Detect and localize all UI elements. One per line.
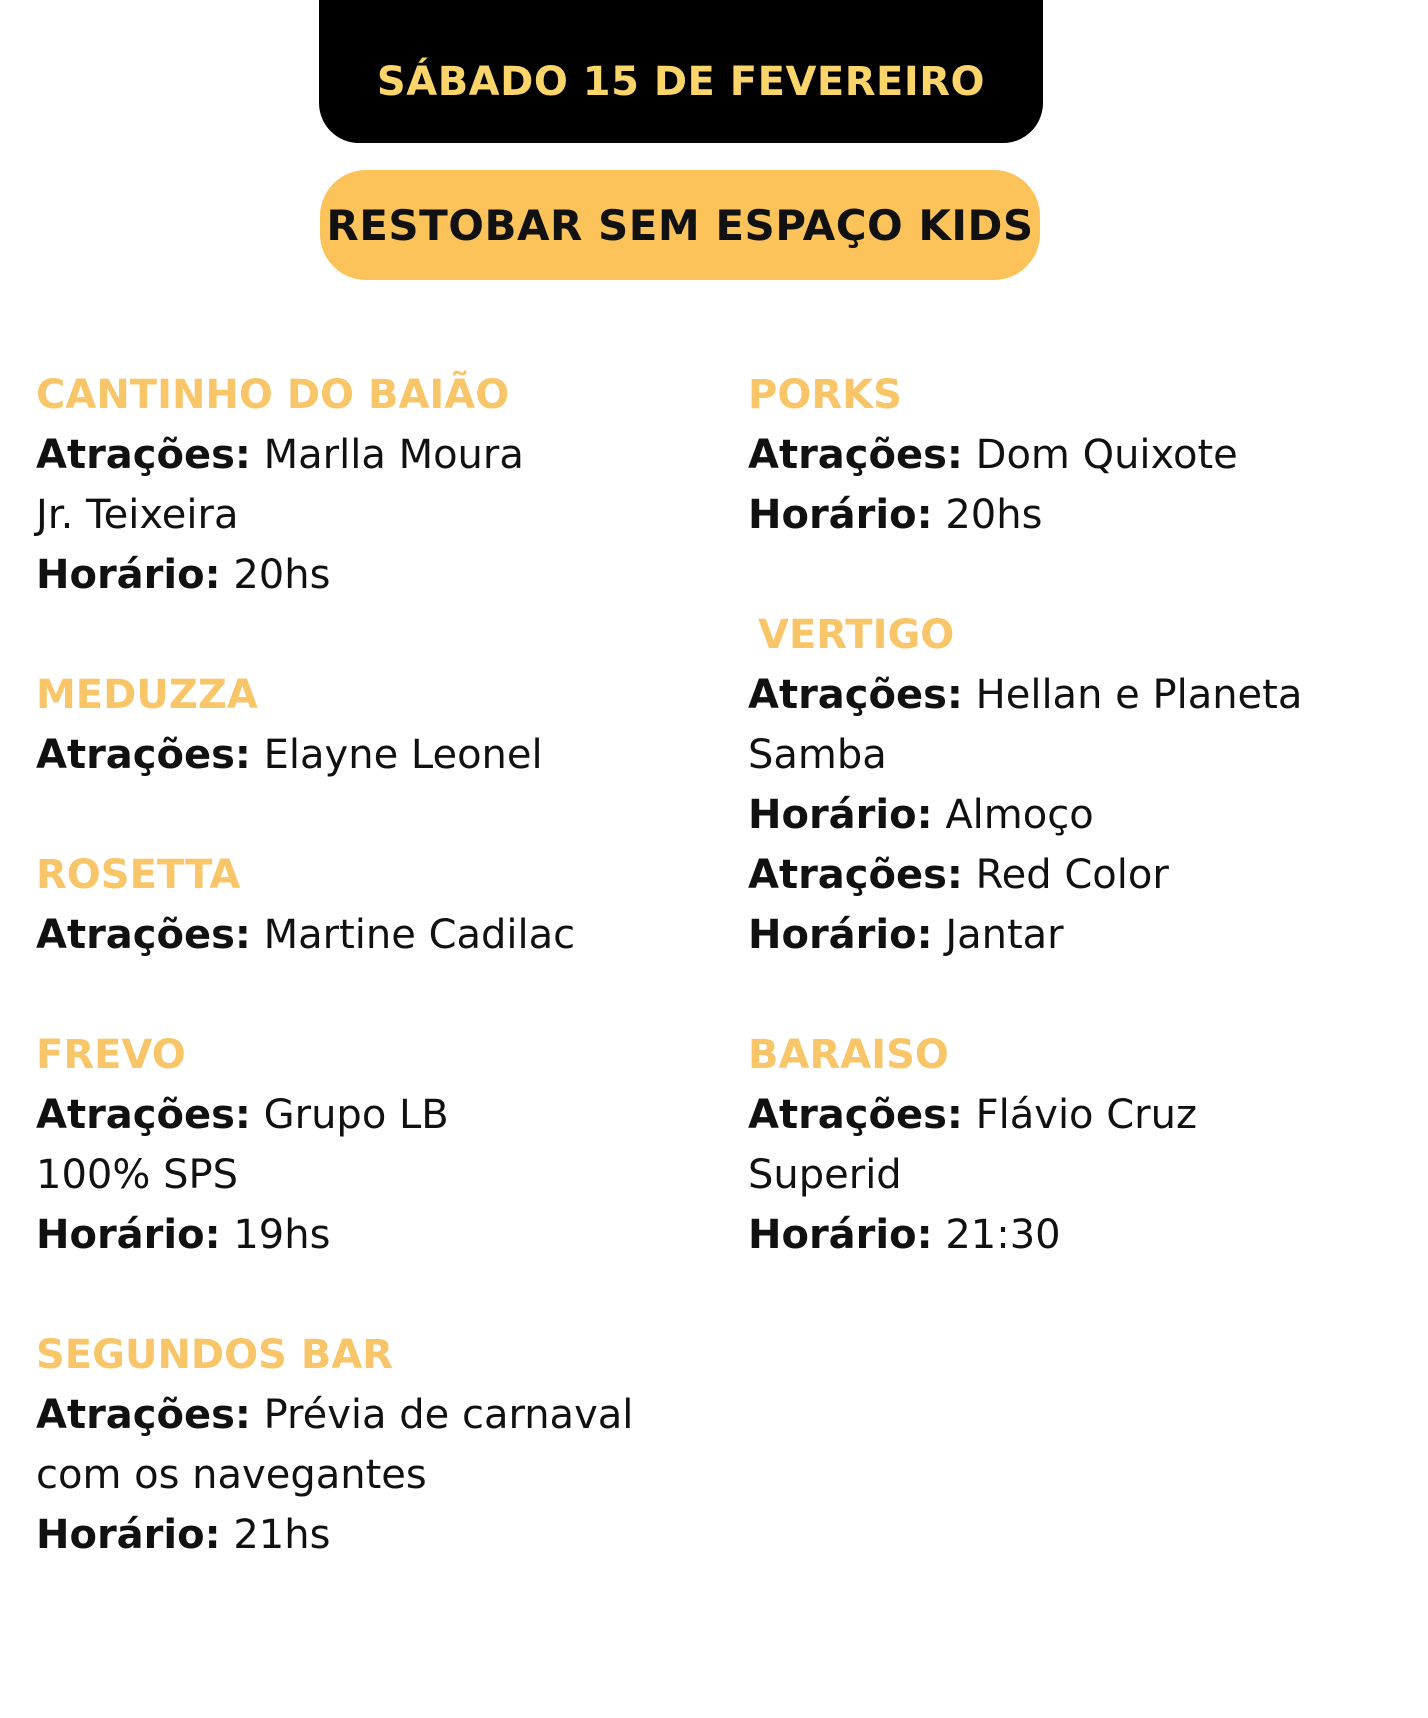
section-banner bbox=[320, 170, 1040, 280]
attractions-value: Dom Quixote bbox=[975, 432, 1238, 478]
attractions-line bbox=[36, 725, 716, 785]
attractions-label: Atrações: bbox=[748, 672, 963, 718]
time-value: Almoço bbox=[945, 792, 1094, 838]
attractions-line bbox=[36, 1085, 716, 1145]
attractions-value: Grupo LB bbox=[263, 1092, 449, 1138]
venue-name: SEGUNDOS BAR bbox=[36, 1332, 394, 1378]
date-banner bbox=[319, 0, 1043, 143]
attractions-line bbox=[36, 425, 716, 485]
attractions-continuation: 100% SPS bbox=[36, 1152, 238, 1198]
time-label: Horário: bbox=[36, 1512, 221, 1558]
attractions-line-2 bbox=[748, 845, 1428, 905]
attractions-label: Atrações: bbox=[36, 912, 251, 958]
venue-name: FREVO bbox=[36, 1032, 186, 1078]
venue-name: VERTIGO bbox=[758, 612, 955, 658]
venue-baraiso bbox=[748, 1025, 1428, 1265]
venue-cantinho-do-baiao bbox=[36, 365, 716, 605]
attractions-line bbox=[748, 665, 1428, 725]
attractions-line bbox=[748, 1085, 1428, 1145]
attractions-label: Atrações: bbox=[36, 432, 251, 478]
attractions-continuation: Samba bbox=[748, 732, 887, 778]
attractions-line bbox=[36, 1385, 716, 1445]
venue-porks bbox=[748, 365, 1428, 545]
attractions-label: Atrações: bbox=[36, 1392, 251, 1438]
attractions-line bbox=[36, 905, 716, 965]
venue-vertigo bbox=[748, 605, 1428, 965]
time-label: Horário: bbox=[748, 492, 933, 538]
section-title: RESTOBAR SEM ESPAÇO KIDS bbox=[326, 200, 1034, 250]
time-value: 21hs bbox=[233, 1512, 331, 1558]
time-label: Horário: bbox=[748, 792, 933, 838]
date-title: SÁBADO 15 DE FEVEREIRO bbox=[376, 58, 986, 105]
time-line bbox=[748, 785, 1428, 845]
attractions-continuation: Jr. Teixeira bbox=[36, 492, 239, 538]
attractions-value: Martine Cadilac bbox=[263, 912, 576, 958]
time-value-2: Jantar bbox=[945, 912, 1064, 958]
venue-name: MEDUZZA bbox=[36, 672, 258, 718]
venue-rosetta bbox=[36, 845, 716, 965]
time-label: Horário: bbox=[748, 912, 933, 958]
time-label: Horário: bbox=[36, 1212, 221, 1258]
time-value: 19hs bbox=[233, 1212, 331, 1258]
time-value: 20hs bbox=[945, 492, 1043, 538]
attractions-label: Atrações: bbox=[36, 732, 251, 778]
time-line-2 bbox=[748, 905, 1428, 965]
attractions-line bbox=[748, 425, 1428, 485]
time-label: Horário: bbox=[36, 552, 221, 598]
attractions-value: Flávio Cruz bbox=[975, 1092, 1197, 1138]
attractions-value: Elayne Leonel bbox=[263, 732, 543, 778]
attractions-label: Atrações: bbox=[748, 1092, 963, 1138]
attractions-label: Atrações: bbox=[748, 852, 963, 898]
venue-meduzza bbox=[36, 665, 716, 785]
attractions-value: Marlla Moura bbox=[263, 432, 524, 478]
time-line bbox=[36, 545, 716, 605]
venue-name: PORKS bbox=[748, 372, 902, 418]
attractions-value: Prévia de carnaval bbox=[263, 1392, 634, 1438]
attractions-value-2: Red Color bbox=[975, 852, 1169, 898]
venue-name: ROSETTA bbox=[36, 852, 241, 898]
time-line bbox=[36, 1205, 716, 1265]
attractions-label: Atrações: bbox=[36, 1092, 251, 1138]
venue-segundos-bar bbox=[36, 1325, 716, 1565]
attractions-label: Atrações: bbox=[748, 432, 963, 478]
venue-frevo bbox=[36, 1025, 716, 1265]
time-line bbox=[748, 485, 1428, 545]
venue-name: CANTINHO DO BAIÃO bbox=[36, 372, 510, 418]
attractions-continuation: Superid bbox=[748, 1152, 902, 1198]
time-line bbox=[36, 1505, 716, 1565]
time-value: 20hs bbox=[233, 552, 331, 598]
time-label: Horário: bbox=[748, 1212, 933, 1258]
time-value: 21:30 bbox=[945, 1212, 1061, 1258]
attractions-continuation: com os navegantes bbox=[36, 1452, 427, 1498]
venue-name: BARAISO bbox=[748, 1032, 949, 1078]
time-line bbox=[748, 1205, 1428, 1265]
attractions-value: Hellan e Planeta bbox=[975, 672, 1303, 718]
